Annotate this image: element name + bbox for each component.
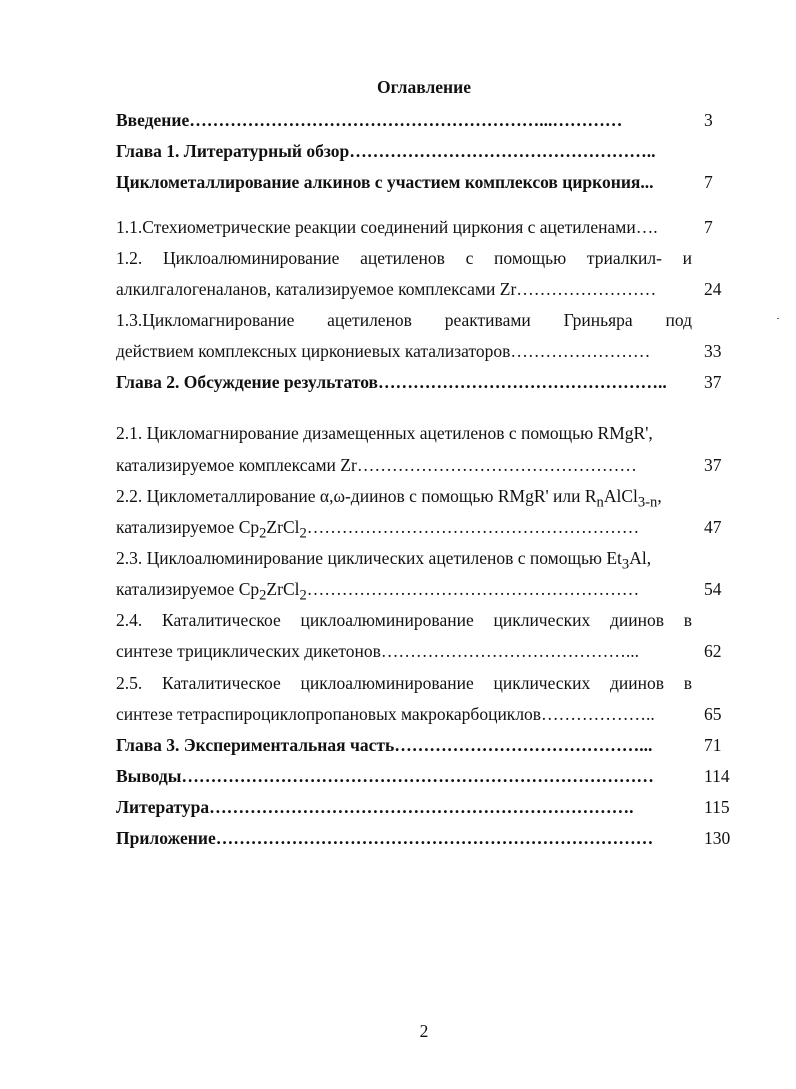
- toc-entry-conclusions: Выводы………………………………………………………………………: [116, 766, 654, 786]
- toc-entry-2-1: 2.1. Цикломагнирование дизамещенных ацетиленов с помощью RMgR',: [116, 423, 653, 443]
- toc-entry-2-3: 2.3. Циклоалюминирование циклических ацетиленов с помощью $Et_3Al$,: [116, 548, 652, 573]
- scan-speck: [777, 318, 779, 319]
- toc-entry-1-3-cont: действием комплексных циркониевых катализаторов……………………: [116, 341, 651, 361]
- toc-entry-chapter-3: Глава 3. Экспериментальная часть……………………………………...: [116, 735, 653, 755]
- toc-entry-1-2: 1.2. Циклоалюминирование ацетиленов с помощью триалкил- и: [116, 248, 692, 268]
- toc-page: 130: [704, 828, 731, 848]
- toc-entry-chapter-1: Глава 1. Литературный обзор……………………………………………..: [116, 141, 656, 161]
- toc-page: 24: [704, 279, 722, 299]
- toc-entry-literature: Литература……………………………………………………………….: [116, 797, 634, 817]
- toc-entry-1-2-cont: алкилгалогеналанов, катализируемое комплексами Zr……………………: [116, 279, 657, 299]
- toc-entry-chapter-2: Глава 2. Обсуждение результатов…………………………………………..: [116, 372, 667, 392]
- toc-page: 62: [704, 641, 722, 661]
- toc-entry-2-4-cont: синтезе трициклических дикетонов……………………………………...: [116, 641, 640, 661]
- toc-page: 7: [704, 172, 713, 192]
- toc-page: 7: [704, 217, 713, 237]
- toc-page: 33: [704, 341, 722, 361]
- toc-entry-2-1-cont: катализируемое комплексами Zr…………………………………………: [116, 455, 637, 475]
- toc-page: 47: [704, 517, 722, 537]
- toc-entry-chapter-1-subtitle: Циклометаллирование алкинов с участием комплексов циркония...: [116, 172, 654, 192]
- toc-page: 3: [704, 110, 713, 130]
- toc-entry-1-1: 1.1.Стехиометрические реакции соединений циркония с ацетиленами….: [116, 217, 658, 237]
- toc-page: 37: [704, 455, 722, 475]
- toc-entry-2-5-cont: синтезе тетраспироциклопропановых макрокарбоциклов………………..: [116, 704, 655, 724]
- toc-page: 65: [704, 704, 722, 724]
- toc-entry-2-2-cont: катализируемое $Cp_2ZrCl_2\dots\dots\dots\dots\dots\dots\dots\dots\dots\dots\dots\dots\dots\dots\dots\dots\dots\dots\dots$: [116, 517, 640, 542]
- toc-entry-2-4: 2.4. Каталитическое циклоалюминирование циклических диинов в: [116, 610, 692, 630]
- toc-page: 114: [704, 766, 730, 786]
- page-number: 2: [419, 1021, 429, 1041]
- toc-entry-2-3-cont: катализируемое $Cp_2ZrCl_2\dots\dots\dots\dots\dots\dots\dots\dots\dots\dots\dots\dots\dots\dots\dots\dots\dots\dots\dots$: [116, 579, 640, 604]
- toc-page: 54: [704, 579, 722, 599]
- toc-title: Оглавление: [377, 77, 471, 97]
- toc-entry-appendix: Приложение…………………………………………………………………: [116, 828, 654, 848]
- toc-page: 37: [704, 372, 722, 392]
- toc-entry-1-3: 1.3.Цикломагнирование ацетиленов реактивами Гриньяра под: [116, 310, 692, 330]
- toc-page: 115: [704, 797, 730, 817]
- toc-entry-2-2: 2.2. Циклометаллирование α,ω-диинов с помощью RMgR' или $R_nAlCl_{3-n}$,: [116, 486, 662, 511]
- toc-entry-introduction: Введение……………………………………………………...…………: [116, 110, 623, 130]
- toc-page: 71: [704, 735, 722, 755]
- toc-entry-2-5: 2.5. Каталитическое циклоалюминирование циклических диинов в: [116, 673, 692, 693]
